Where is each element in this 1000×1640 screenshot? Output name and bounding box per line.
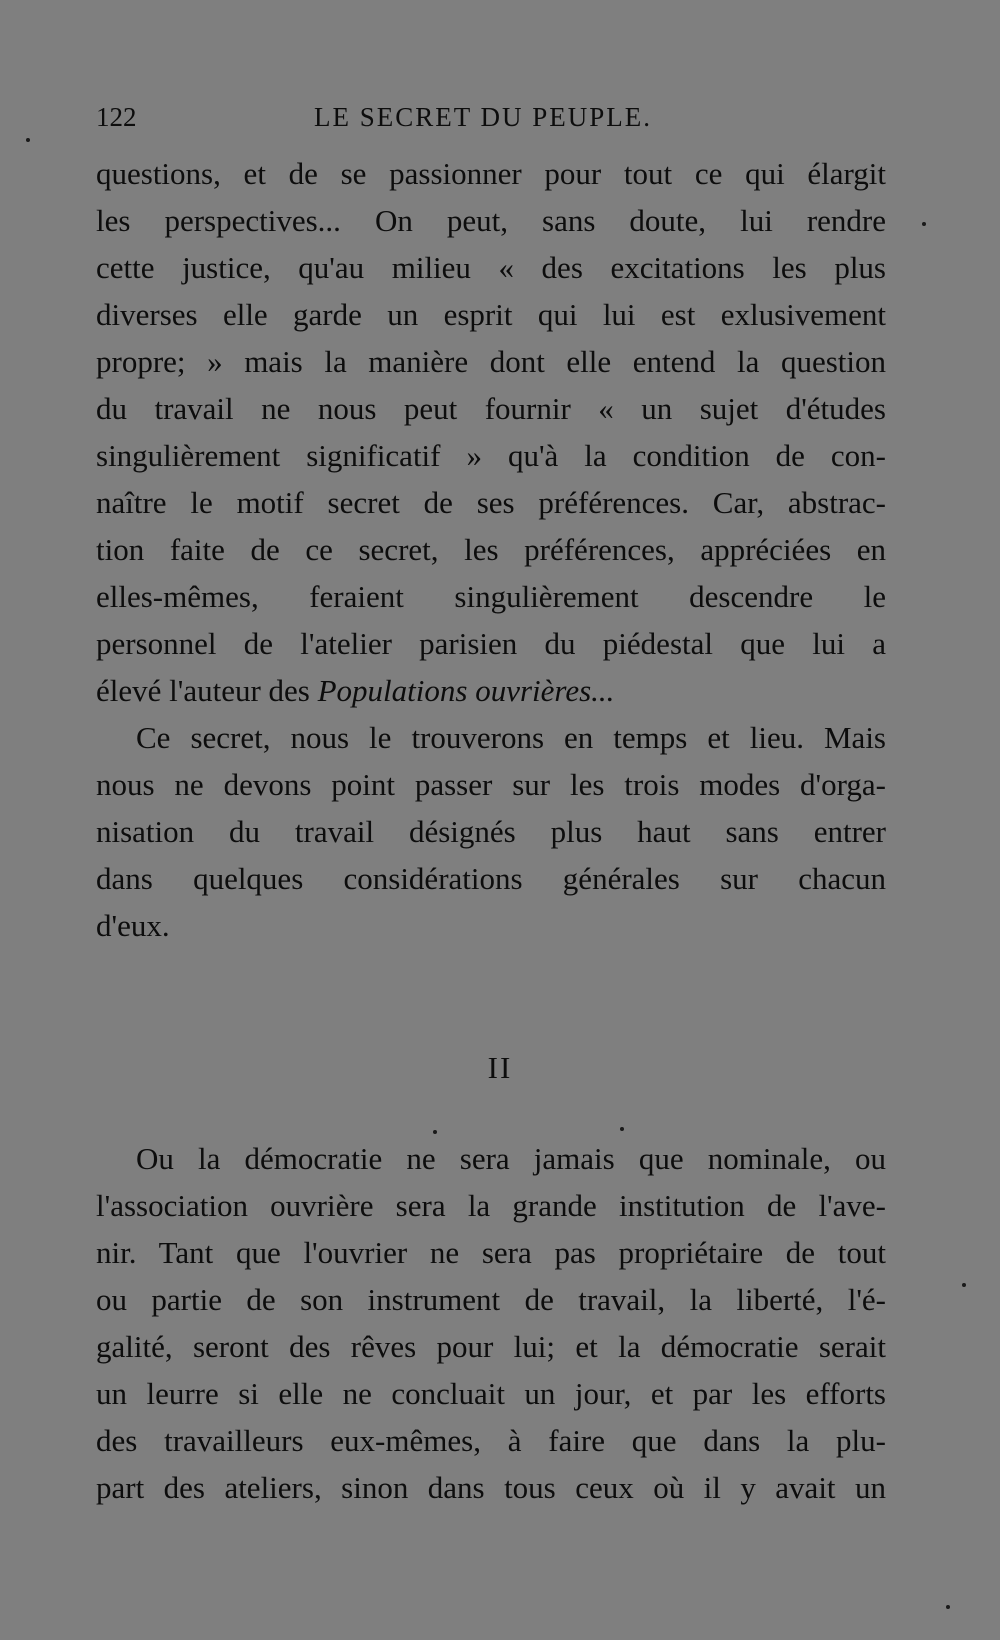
text-line: Ce secret, nous le trouverons en temps et lieu. Mais: [136, 720, 886, 755]
text-line: l'association ouvrière sera la grande institution de l'ave-: [96, 1188, 886, 1223]
text-line: elles-mêmes, feraient singulièrement descendre le: [96, 579, 886, 614]
text-line: ou partie de son instrument de travail, la liberté, l'é-: [96, 1282, 886, 1317]
page-number: 122: [96, 102, 137, 132]
text-line: diverses elle garde un esprit qui lui est exlusivement: [96, 297, 886, 332]
text-line: nir. Tant que l'ouvrier ne sera pas propriétaire de tout: [96, 1235, 886, 1270]
ink-speck: [433, 1130, 437, 1134]
text-line: du travail ne nous peut fournir « un sujet d'études: [96, 391, 886, 426]
ink-speck: [26, 138, 30, 142]
text-line: Ou la démocratie ne sera jamais que nominale, ou: [136, 1141, 886, 1176]
text-line: nous ne devons point passer sur les trois modes d'orga-: [96, 767, 886, 802]
text-line: [96, 667, 886, 714]
text-line: personnel de l'atelier parisien du piédestal que lui a: [96, 626, 886, 661]
section-number: II: [487, 1050, 513, 1085]
text-line: galité, seront des rêves pour lui; et la démocratie serait: [96, 1329, 886, 1364]
text-line: propre; » mais la manière dont elle entend la question: [96, 344, 886, 379]
ink-speck: [620, 1127, 624, 1131]
page-header: [96, 102, 896, 138]
ink-speck: [922, 222, 926, 226]
text-line: dans quelques considérations générales sur chacun: [96, 861, 886, 896]
paragraph-2: [96, 714, 886, 949]
book-title-italic: Populations ouvrières...: [317, 673, 615, 708]
ink-speck: [946, 1605, 950, 1609]
ink-speck: [962, 1283, 966, 1287]
text-block-top: [96, 150, 886, 949]
text-line: d'eux.: [96, 908, 170, 943]
text-line: tion faite de ce secret, les préférences, appréciées en: [96, 532, 886, 567]
text-line: des travailleurs eux-mêmes, à faire que dans la plu-: [96, 1423, 886, 1458]
text-block-bottom: [96, 1135, 886, 1511]
running-title: LE SECRET DU PEUPLE.: [314, 102, 653, 132]
text-line: questions, et de se passionner pour tout ce qui élargit: [96, 156, 886, 191]
text-line: nisation du travail désignés plus haut sans entrer: [96, 814, 886, 849]
text-line: singulièrement significatif » qu'à la condition de con-: [96, 438, 886, 473]
text-line: cette justice, qu'au milieu « des excitations les plus: [96, 250, 886, 285]
text-line: part des ateliers, sinon dans tous ceux où il y avait un: [96, 1470, 886, 1505]
text-segment: élevé l'auteur des: [96, 673, 318, 708]
paragraph-3: [96, 1135, 886, 1511]
text-line: un leurre si elle ne concluait un jour, et par les efforts: [96, 1376, 886, 1411]
text-line: les perspectives... On peut, sans doute, lui rendre: [96, 203, 886, 238]
paragraph-1: [96, 150, 886, 714]
text-line: naître le motif secret de ses préférences. Car, abstrac-: [96, 485, 886, 520]
